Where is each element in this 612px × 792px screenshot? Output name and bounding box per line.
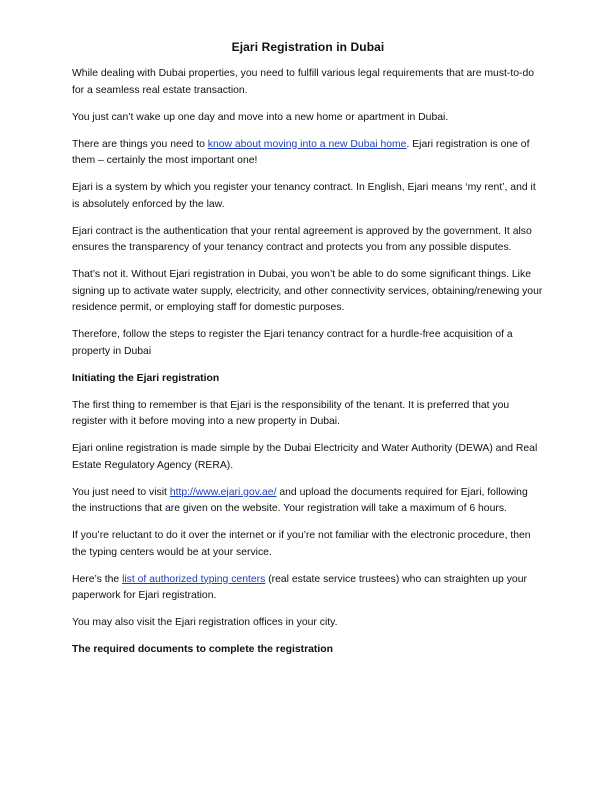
- paragraph-intro: While dealing with Dubai properties, you need to fulfill various legal requirements that are must-to-do for a seamless real estate transaction.: [72, 68, 535, 96]
- text-segment: . Ejari registration is one of them – certainly the most important one!: [72, 138, 530, 166]
- page-title: Ejari Registration in Dubai: [231, 40, 385, 54]
- paragraph-steps: Therefore, follow the steps to register the Ejari tenancy contract for a hurdle-free acquisition of a property in Dubai: [72, 329, 513, 357]
- text-segment: and upload the documents required for Ejari, following the instructions that are given on the website. Your registration will take a maximum of 6 hours.: [72, 486, 528, 514]
- text-segment: (real estate service trustees) who can straighten up your paperwork for Ejari registration.: [72, 573, 527, 601]
- paragraph-offices: You may also visit the Ejari registration offices in your city.: [72, 617, 338, 628]
- paragraph-online-registration: Ejari online registration is made simple by the Dubai Electricity and Water Authority (DEWA) and Real Estate Regulatory Agency (RERA).: [72, 443, 538, 471]
- paragraph-significance: That’s not it. Without Ejari registration in Dubai, you won’t be able to do some significant things. Like signing up to activate water supply, electricity, and other connectivity services, obtaining/renewing your residence permit, or employing staff for domestic purposes.: [72, 269, 543, 313]
- typing-centers-link[interactable]: list of authorized typing centers: [122, 573, 266, 585]
- text-segment: There are things you need to: [72, 138, 208, 150]
- ejari-website-link[interactable]: http://www.ejari.gov.ae/: [169, 486, 277, 498]
- text-segment: You just need to visit: [72, 486, 170, 498]
- paragraph-things-to-know: [72, 137, 544, 170]
- paragraph-ejari-system: Ejari is a system by which you register your tenancy contract. In English, Ejari means ‘my rent’, and it is absolutely enforced by the law.: [72, 182, 536, 210]
- paragraph-move-in: You just can’t wake up one day and move into a new home or apartment in Dubai.: [72, 111, 449, 123]
- paragraph-ejari-contract: Ejari contract is the authentication that your rental agreement is approved by the government. It also ensures the transparency of your tenancy contract and protects you from any possible disputes.: [72, 225, 532, 253]
- text-segment: Here’s the: [72, 573, 123, 585]
- paragraph-visit-website: [72, 485, 544, 518]
- paragraph-typing-centers: If you’re reluctant to do it over the internet or if you’re not familiar with the electronic procedure, then the typing centers would be at your service.: [72, 530, 531, 558]
- paragraph-tenant-responsibility: The first thing to remember is that Ejari is the responsibility of the tenant. It is preferred that you register with it before moving into a new property in Dubai.: [72, 399, 510, 427]
- moving-guide-link[interactable]: know about moving into a new Dubai home: [207, 138, 407, 150]
- section-heading-documents: The required documents to complete the registration: [72, 644, 333, 655]
- section-heading-initiating: Initiating the Ejari registration: [72, 372, 220, 384]
- document-page: [72, 38, 544, 669]
- paragraph-authorized-list: [72, 572, 544, 605]
